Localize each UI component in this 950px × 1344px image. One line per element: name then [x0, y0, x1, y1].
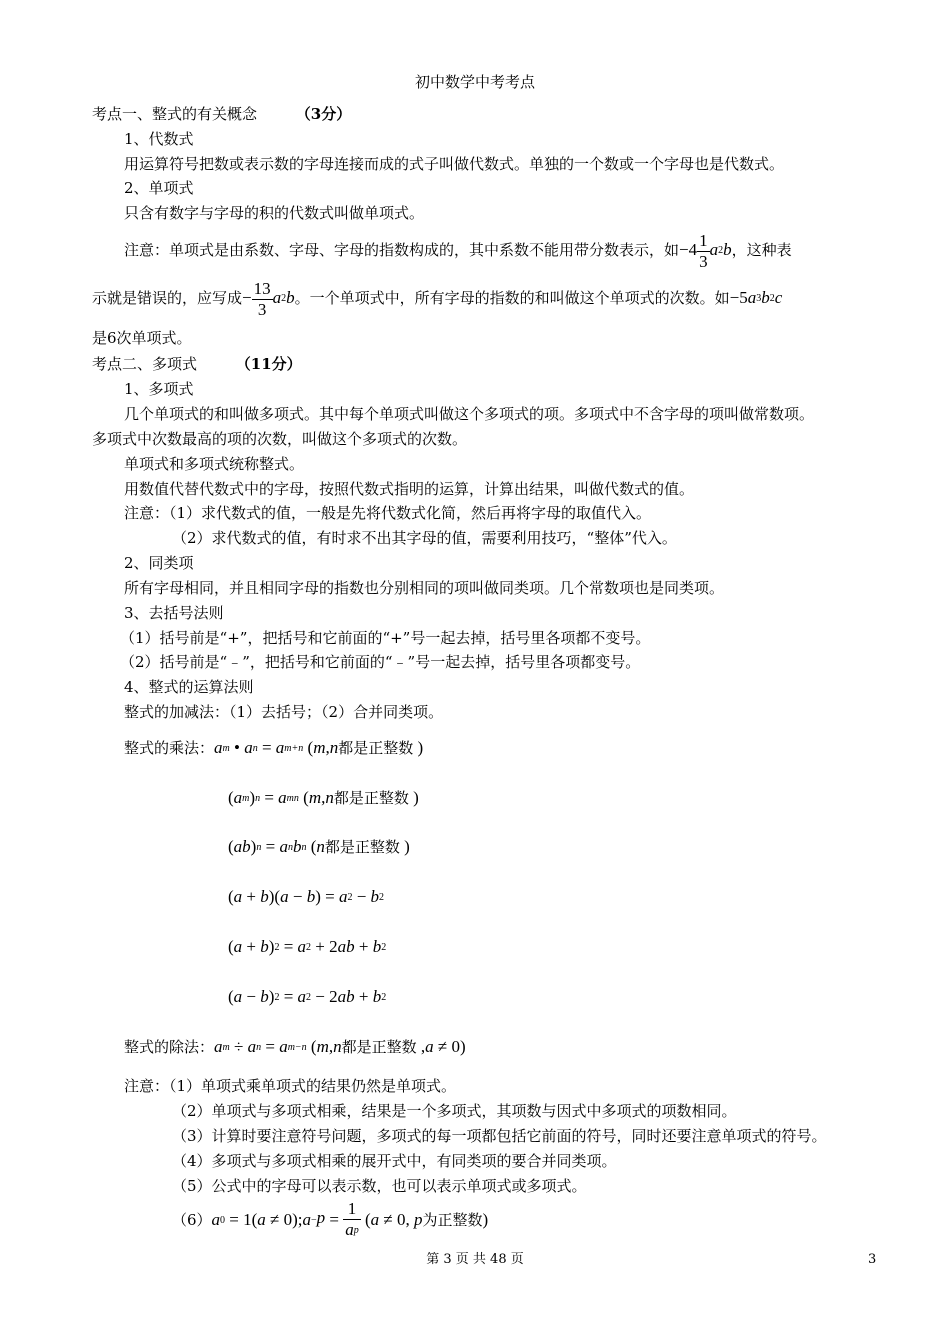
- paragraph: 是6次单项式。: [92, 329, 192, 347]
- section2-heading-text: 考点二、多项式: [92, 355, 198, 373]
- note6-label: （6）: [172, 1211, 212, 1229]
- rule: （2）括号前是“﹣”，把括号和它前面的“﹣”号一起去掉，括号里各项都变号。: [120, 653, 641, 671]
- rule: （1）括号前是“+”，把括号和它前面的“+”号一起去掉，括号里各项都不变号。: [120, 629, 651, 647]
- condition-text: 都是正整数: [333, 789, 409, 807]
- math-monomial: −5a3b2c: [729, 288, 783, 307]
- formula-mul-4: (a + b)(a − b) = a2 − b2: [228, 887, 385, 906]
- subsection-title: 4、整式的运算法则: [124, 678, 254, 696]
- subsection-title: 1、代数式: [124, 130, 194, 148]
- note: （4）多项式与多项式相乘的展开式中，有同类项的要合并同类项。: [172, 1152, 617, 1170]
- paragraph: 用数值代替代数式中的字母，按照代数式指明的运算，计算出结果，叫做代数式的值。: [124, 480, 695, 498]
- note: （3）计算时要注意符号问题，多项式的每一项都包括它前面的符号，同时还要注意单项式的符号。: [172, 1127, 827, 1145]
- note: （5）公式中的字母可以表示数，也可以表示单项式或多项式。: [172, 1177, 587, 1195]
- note-line-a: [124, 230, 792, 273]
- note: （2）单项式与多项式相乘，结果是一个多项式，其项数与因式中多项式的项数相同。: [172, 1102, 737, 1120]
- paragraph: 几个单项式的和叫做多项式。其中每个单项式叫做这个多项式的项。多项式中不含字母的项叫做常数项。: [124, 405, 815, 423]
- mul-label: 整式的乘法：: [124, 739, 215, 757]
- math-improper-fraction: − $\frac{13}{3}$ a2b: [242, 278, 295, 319]
- section1-heading: [92, 104, 351, 124]
- math-mixed-number: −4 $\frac{1}{3}$ a2b: [679, 230, 732, 271]
- note-text: 示就是错误的，应写成: [92, 289, 243, 307]
- note-text: 注意：单项式是由系数、字母、字母的指数构成的，其中系数不能用带分数表示，如: [124, 241, 680, 259]
- paragraph: 单项式和多项式统称整式。: [124, 455, 305, 473]
- formula-mul-5: (a + b)2 = a2 + 2ab + b2: [228, 937, 387, 956]
- note-line-b: [92, 278, 782, 321]
- div-label: 整式的除法：: [124, 1038, 215, 1056]
- condition-text: 为正整数: [422, 1211, 483, 1229]
- subsection-title: 2、单项式: [124, 179, 194, 197]
- formula-mul-6: (a − b)2 = a2 − 2ab + b2: [228, 987, 387, 1006]
- paragraph: 只含有数字与字母的积的代数式叫做单项式。: [124, 204, 425, 222]
- section1-heading-text: 考点一、整式的有关概念: [92, 105, 258, 123]
- formula-mul-1: 整式的乘法：am • an = am+n (m,n都是正整数 ): [124, 738, 424, 757]
- note-6: （6）a0 = 1(a ≠ 0);a−p = $\frac{1}{ap}$ (a ≠ 0, p为正整数): [172, 1199, 489, 1240]
- note-text-mid: 。一个单项式中，所有字母的指数的和叫做这个单项式的次数。如: [294, 289, 730, 307]
- page-number: 3: [868, 1252, 877, 1267]
- condition-text: 都是正整数: [341, 1038, 417, 1056]
- paragraph: 多项式中次数最高的项的次数，叫做这个多项式的次数。: [92, 430, 468, 448]
- note: 注意：（1）单项式乘单项式的结果仍然是单项式。: [124, 1077, 457, 1095]
- paragraph: 整式的加减法：（1）去括号；（2）合并同类项。: [124, 703, 444, 721]
- note: 注意：（1）求代数式的值，一般是先将代数式化简，然后再将字母的取值代入。: [124, 504, 652, 522]
- subsection-title: 1、多项式: [124, 380, 194, 398]
- condition-text: 都是正整数: [338, 739, 414, 757]
- subsection-title: 3、去括号法则: [124, 604, 224, 622]
- formula-div: 整式的除法：am ÷ an = am−n (m,n都是正整数 ,a ≠ 0): [124, 1037, 466, 1056]
- page-footer: 第 3 页 共 48 页: [426, 1252, 524, 1267]
- note-text-tail: ，这种表: [731, 241, 792, 259]
- section2-score: （11分）: [235, 355, 302, 373]
- formula-mul-2: (am)n = amn (m,n都是正整数 ): [228, 788, 419, 807]
- subsection-title: 2、同类项: [124, 554, 194, 572]
- paragraph: 用运算符号把数或表示数的字母连接而成的式子叫做代数式。单独的一个数或一个字母也是代数式。: [124, 155, 785, 173]
- paragraph: 所有字母相同，并且相同字母的指数也分别相同的项叫做同类项。几个常数项也是同类项。: [124, 579, 725, 597]
- formula-mul-3: (ab)n = anbn (n都是正整数 ): [228, 837, 410, 856]
- note: （2）求代数式的值，有时求不出其字母的值，需要利用技巧，“整体”代入。: [172, 529, 677, 547]
- section1-score: （3分）: [295, 105, 352, 123]
- page-title: 初中数学中考考点: [414, 73, 535, 91]
- section2-heading: [92, 354, 302, 374]
- condition-text: 都是正整数: [324, 838, 400, 856]
